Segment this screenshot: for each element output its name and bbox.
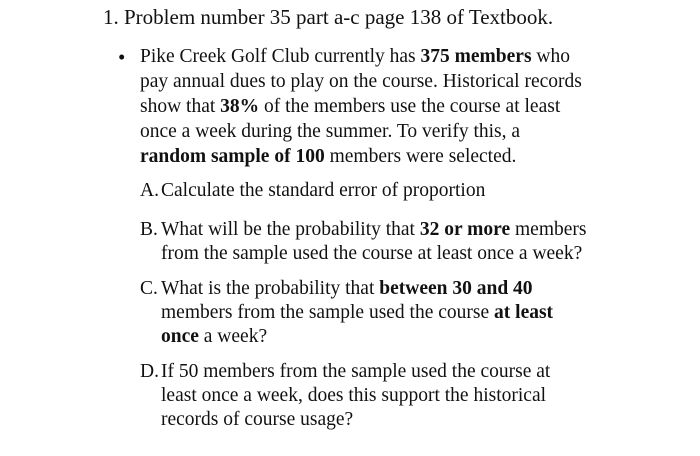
statement-segment: members were selected. [324,146,517,167]
question-segment: members from the sample used the course [161,302,495,323]
question-line [161,218,641,242]
question-text [161,277,641,349]
question-segment: Calculate the standard error of proportion [161,180,486,201]
question-letter: B. [140,219,158,240]
question-line [161,277,641,301]
question-line [161,360,641,384]
statement-segment: Pike Creek Golf Club currently has [140,46,421,67]
question-segment: What is the probability that [161,278,380,299]
question-segment: What will be the probability that [161,219,420,240]
statement-segment: pay annual dues to play on the course. Historical records [140,71,582,92]
statement-bold-segment: 375 members [420,46,532,67]
question-letter: D. [140,361,159,382]
question-segment: from the sample used the course at least once a week? [161,243,583,264]
problem-heading: 1. Problem number 35 part a-c page 138 of Textbook. [103,5,554,29]
question-line [161,301,641,325]
statement-line [140,44,620,69]
question-bold-segment: 32 or more [419,219,511,240]
question-line [161,179,641,203]
question-letter: A. [140,180,159,201]
question-segment: least once a week, does this support the historical [161,385,547,406]
question-line [161,384,641,408]
question-line [161,325,641,349]
question-bold-segment: once [161,326,199,347]
statement-segment: who [531,46,571,67]
statement-line [140,144,620,169]
question-segment: members [510,219,587,240]
question-line [161,408,641,432]
statement-line [140,69,620,94]
statement-bold-segment: 38% [220,96,260,117]
bullet-marker: • [118,45,126,69]
statement-segment: show that [140,96,221,117]
statement-line [140,119,620,144]
question-line [161,242,641,266]
question-text [161,360,641,432]
question-bold-segment: between 30 and 40 [379,278,533,299]
question-segment: records of course usage? [161,409,354,430]
question-segment: a week? [198,326,268,347]
statement-line [140,94,620,119]
question-text [161,179,641,203]
statement-segment: once a week during the summer. To verify this, a [140,121,521,142]
problem-statement-text [140,44,620,169]
statement-bold-segment: random sample of 100 [140,146,325,167]
statement-segment: of the members use the course at least [259,96,561,117]
question-letter: C. [140,278,158,299]
question-bold-segment: at least [494,302,554,323]
question-segment: If 50 members from the sample used the course at [161,361,551,382]
question-text [161,218,641,266]
